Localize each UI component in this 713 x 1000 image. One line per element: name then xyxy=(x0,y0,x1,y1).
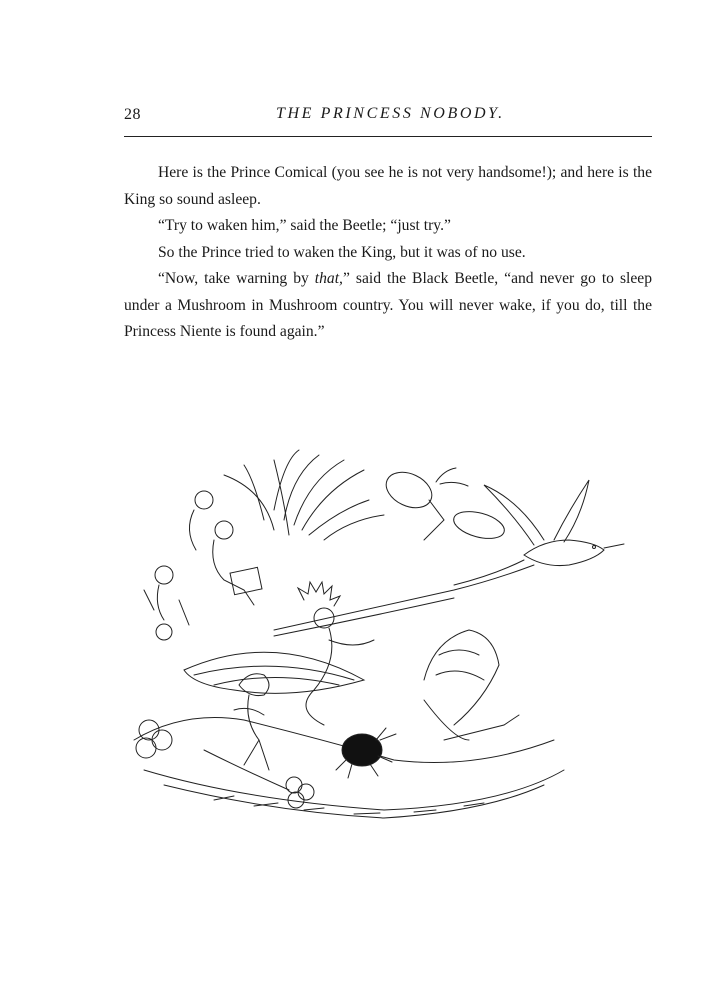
grass-clump xyxy=(224,450,384,540)
body-text xyxy=(124,160,652,346)
bird xyxy=(454,480,624,585)
paragraph-1: Here is the Prince Comical (you see he is not very handsome!); and here is the King so sound asleep. xyxy=(124,164,652,208)
butterfly xyxy=(424,630,519,740)
paragraph-3: So the Prince tried to waken the King, but it was of no use. xyxy=(158,243,526,261)
page-number: 28 xyxy=(124,106,141,123)
sprite-figure xyxy=(298,582,374,725)
engraving-illustration xyxy=(124,440,634,840)
reed-branch xyxy=(274,565,534,636)
mushroom-cap xyxy=(184,652,364,693)
paragraph-4-start: “Now, take warning by xyxy=(158,270,315,287)
winged-insect xyxy=(380,465,507,543)
left-figures xyxy=(144,491,262,640)
paragraph-2: “Try to waken him,” said the Beetle; “just try.” xyxy=(158,217,451,234)
header-rule xyxy=(124,136,652,137)
paragraph-4-end: ” said the Black Beetle, “and never go to sleep under a Mushroom in Mushroom country. You will never wake, if you do, till the Princess Niente is found again.” xyxy=(124,270,652,340)
ground-hatching xyxy=(134,718,564,819)
paragraph-4 xyxy=(124,266,652,346)
black-beetle xyxy=(336,728,396,778)
emphasis-that: that, xyxy=(314,270,343,287)
flowers xyxy=(136,720,314,808)
running-title: THE PRINCESS NOBODY. xyxy=(276,105,505,122)
